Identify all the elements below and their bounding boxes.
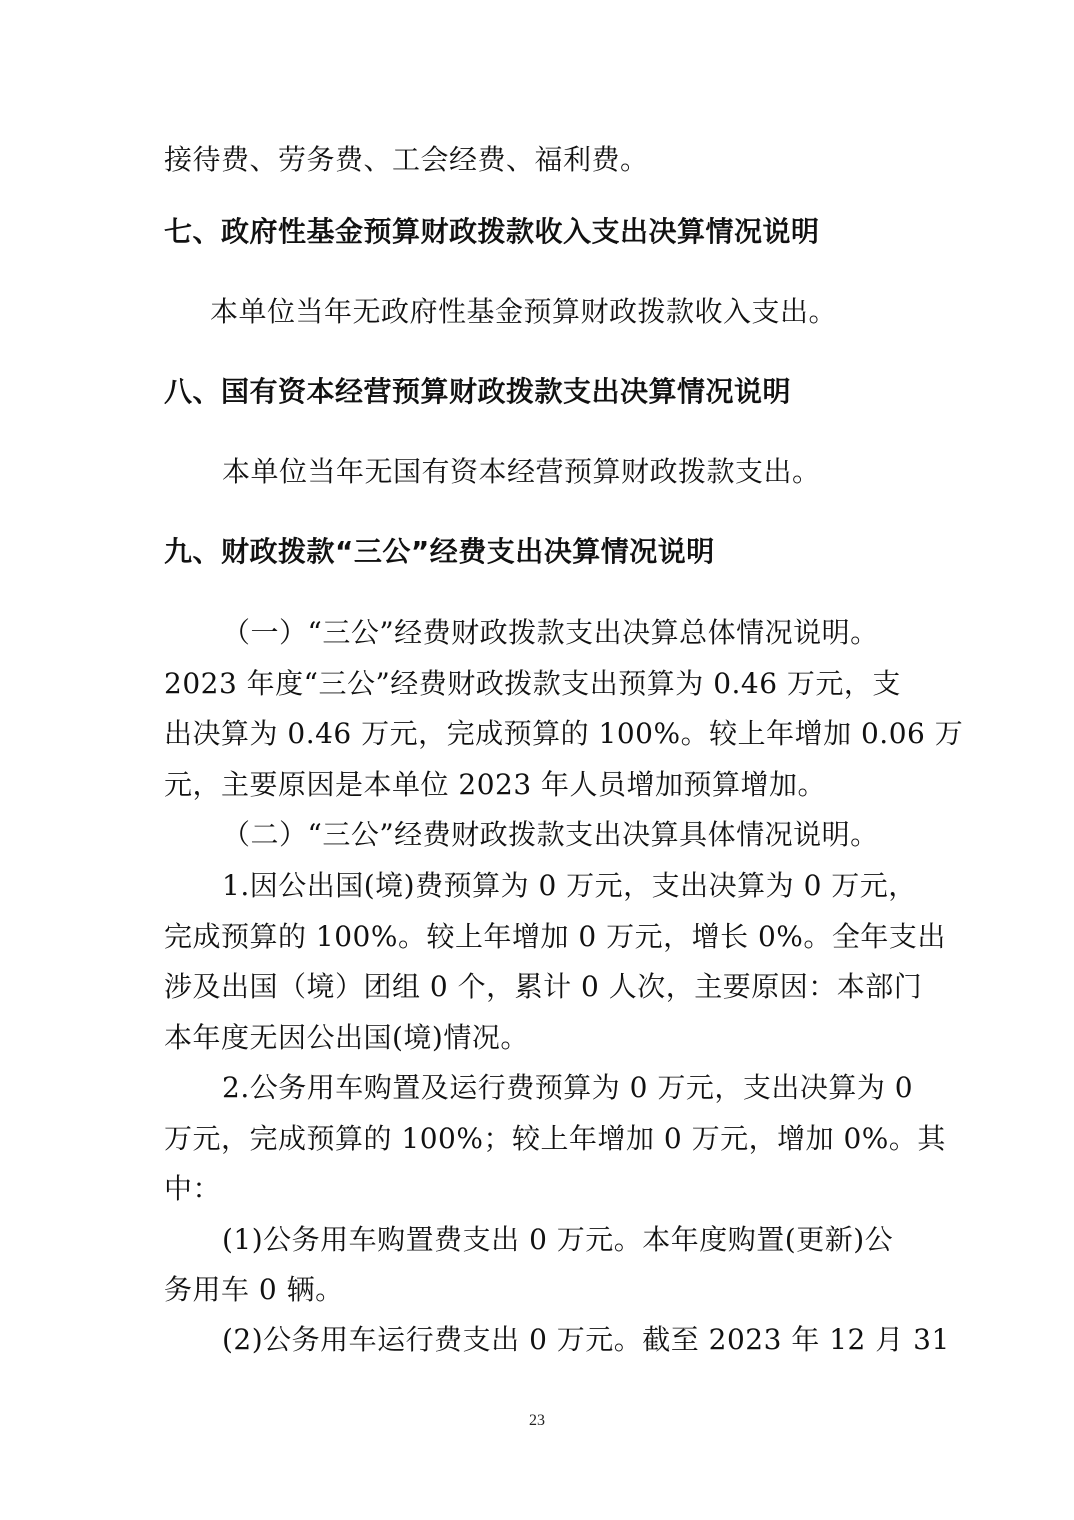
text-line: 务用车 0 辆。 — [164, 1273, 344, 1306]
text-line: 接待费、劳务费、工会经费、福利费。 — [164, 143, 649, 176]
text-line: 1.因公出国(境)费预算为 0 万元，支出决算为 0 万元， — [222, 869, 917, 902]
text-line: 万元，完成预算的 100%；较上年增加 0 万元，增加 0%。其 — [164, 1122, 946, 1155]
text-line: 出决算为 0.46 万元，完成预算的 100%。较上年增加 0.06 万 — [164, 717, 964, 750]
text-line: 本单位当年无政府性基金预算财政拨款收入支出。 — [210, 295, 838, 328]
section-heading-7: 七、政府性基金预算财政拨款收入支出决算情况说明 — [164, 215, 820, 248]
page-number: 23 — [529, 1412, 545, 1429]
text-line: 中： — [164, 1172, 222, 1205]
text-line: 涉及出国（境）团组 0 个，累计 0 人次，主要原因：本部门 — [164, 970, 923, 1003]
text-line: (1)公务用车购置费支出 0 万元。本年度购置(更新)公 — [222, 1223, 894, 1256]
text-line: 本年度无因公出国(境)情况。 — [164, 1021, 529, 1054]
text-line: 2.公务用车购置及运行费预算为 0 万元，支出决算为 0 — [222, 1071, 914, 1104]
text-line: 2023 年度“三公”经费财政拨款支出预算为 0.46 万元，支 — [164, 667, 901, 700]
text-line: 本单位当年无国有资本经营预算财政拨款支出。 — [222, 455, 821, 488]
subsection-heading: （一）“三公”经费财政拨款支出决算总体情况说明。 — [222, 616, 879, 649]
text-line: 元，主要原因是本单位 2023 年人员增加预算增加。 — [164, 768, 827, 801]
text-line: 完成预算的 100%。较上年增加 0 万元，增长 0%。全年支出 — [164, 920, 946, 953]
section-heading-9: 九、财政拨款“三公”经费支出决算情况说明 — [164, 535, 715, 568]
text-line: (2)公务用车运行费支出 0 万元。截至 2023 年 12 月 31 — [222, 1323, 950, 1356]
section-heading-8: 八、国有资本经营预算财政拨款支出决算情况说明 — [164, 375, 792, 408]
subsection-heading: （二）“三公”经费财政拨款支出决算具体情况说明。 — [222, 818, 879, 851]
